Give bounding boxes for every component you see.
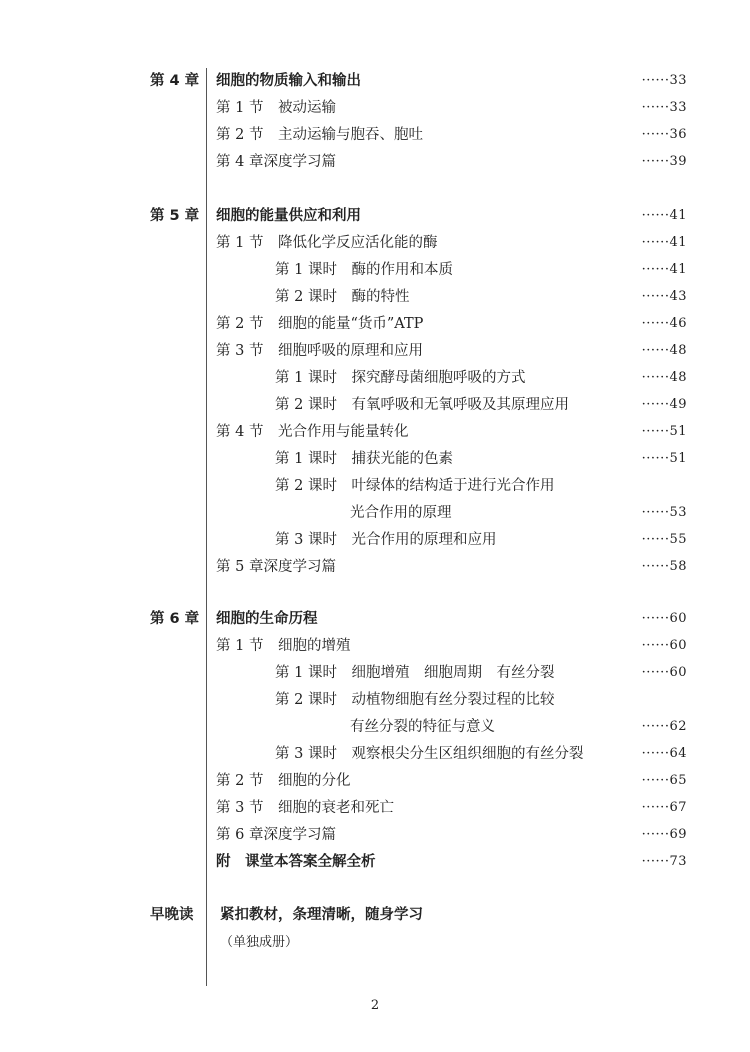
item-title: 第 3 节 细胞的衰老和死亡 bbox=[216, 800, 394, 816]
toc-chapter-5[interactable] bbox=[0, 203, 750, 229]
toc-item[interactable] bbox=[0, 392, 750, 418]
page-footer-number: 2 bbox=[370, 998, 380, 1013]
toc-item[interactable] bbox=[0, 768, 750, 794]
toc-item[interactable] bbox=[0, 795, 750, 821]
item-title: 第 5 章深度学习篇 bbox=[216, 559, 336, 575]
item-title: 第 2 课时 有氧呼吸和无氧呼吸及其原理应用 bbox=[275, 397, 569, 413]
toc-item[interactable] bbox=[0, 660, 750, 686]
page-number: ······46 bbox=[641, 316, 687, 331]
toc-item[interactable] bbox=[0, 419, 750, 445]
page-number: ······64 bbox=[641, 746, 687, 761]
page-number: ······62 bbox=[641, 719, 687, 734]
toc-item[interactable] bbox=[0, 257, 750, 283]
item-title: 第 3 节 细胞呼吸的原理和应用 bbox=[216, 343, 423, 359]
item-title: 第 3 课时 光合作用的原理和应用 bbox=[275, 532, 497, 548]
chapter-label: 第 5 章 bbox=[150, 208, 200, 224]
toc-extra[interactable] bbox=[0, 902, 750, 928]
item-title: 第 1 课时 捕获光能的色素 bbox=[275, 451, 453, 467]
page-number: ······60 bbox=[641, 665, 687, 680]
page-number: ······41 bbox=[641, 262, 687, 277]
toc-item[interactable] bbox=[0, 284, 750, 310]
item-title: 第 2 节 细胞的能量“货币”ATP bbox=[216, 316, 424, 332]
item-title: 第 2 节 细胞的分化 bbox=[216, 773, 351, 789]
item-title: 附 课堂本答案全解全析 bbox=[216, 854, 376, 870]
page-number: ······36 bbox=[641, 127, 687, 142]
toc-item[interactable] bbox=[0, 122, 750, 148]
toc-item[interactable] bbox=[0, 741, 750, 767]
item-title: 第 2 课时 动植物细胞有丝分裂过程的比较 bbox=[275, 692, 555, 708]
toc-item[interactable] bbox=[0, 633, 750, 659]
item-title: 第 1 课时 酶的作用和本质 bbox=[275, 262, 453, 278]
page-number: ······51 bbox=[641, 451, 687, 466]
toc-item[interactable] bbox=[0, 554, 750, 580]
chapter-title: 细胞的物质输入和输出 bbox=[216, 73, 361, 89]
item-title: 第 1 节 细胞的增殖 bbox=[216, 638, 351, 654]
chapter-title: 细胞的能量供应和利用 bbox=[216, 208, 361, 224]
page-number: ······48 bbox=[641, 343, 687, 358]
page-number: ······43 bbox=[641, 289, 687, 304]
toc-chapter-6[interactable] bbox=[0, 606, 750, 632]
item-title: 第 6 章深度学习篇 bbox=[216, 827, 336, 843]
page-number: ······41 bbox=[641, 208, 687, 223]
page-number: ······33 bbox=[641, 73, 687, 88]
toc-item[interactable] bbox=[0, 338, 750, 364]
extra-note: （单独成册） bbox=[220, 935, 299, 950]
extra-label: 早晚读 bbox=[150, 907, 194, 923]
page-number: ······73 bbox=[641, 854, 687, 869]
item-title: 第 3 课时 观察根尖分生区组织细胞的有丝分裂 bbox=[275, 746, 584, 762]
item-title: 第 1 课时 细胞增殖 细胞周期 有丝分裂 bbox=[275, 665, 555, 681]
item-title: 第 2 课时 酶的特性 bbox=[275, 289, 410, 305]
page-number: ······33 bbox=[641, 100, 687, 115]
chapter-label: 第 6 章 bbox=[150, 611, 200, 627]
item-title: 第 2 节 主动运输与胞吞、胞吐 bbox=[216, 127, 423, 143]
page-number: ······65 bbox=[641, 773, 687, 788]
toc-chapter-4[interactable] bbox=[0, 68, 750, 94]
item-title: 第 4 节 光合作用与能量转化 bbox=[216, 424, 409, 440]
page-number: ······41 bbox=[641, 235, 687, 250]
item-title: 有丝分裂的特征与意义 bbox=[350, 719, 495, 735]
toc-item[interactable] bbox=[0, 149, 750, 175]
chapter-title: 细胞的生命历程 bbox=[216, 611, 318, 627]
page-number: ······53 bbox=[641, 505, 687, 520]
page-number: ······49 bbox=[641, 397, 687, 412]
toc-item[interactable] bbox=[0, 446, 750, 472]
item-title: 第 1 节 被动运输 bbox=[216, 100, 336, 116]
page-number: ······69 bbox=[641, 827, 687, 842]
item-title: 第 4 章深度学习篇 bbox=[216, 154, 336, 170]
page-number: ······48 bbox=[641, 370, 687, 385]
toc-item[interactable] bbox=[0, 311, 750, 337]
page-number: ······51 bbox=[641, 424, 687, 439]
page-number: ······58 bbox=[641, 559, 687, 574]
toc-item[interactable] bbox=[0, 95, 750, 121]
toc-extra-note-row bbox=[0, 930, 750, 956]
extra-title: 紧扣教材，条理清晰，随身学习 bbox=[220, 907, 423, 923]
page-number: ······67 bbox=[641, 800, 687, 815]
chapter-label: 第 4 章 bbox=[150, 73, 200, 89]
toc-item[interactable] bbox=[0, 365, 750, 391]
page-number: ······39 bbox=[641, 154, 687, 169]
toc-item[interactable] bbox=[0, 527, 750, 553]
item-title: 第 1 课时 探究酵母菌细胞呼吸的方式 bbox=[275, 370, 526, 386]
toc-item-continuation[interactable] bbox=[0, 500, 750, 526]
toc-item[interactable] bbox=[0, 687, 750, 713]
page-number: ······60 bbox=[641, 611, 687, 626]
toc-item-continuation[interactable] bbox=[0, 714, 750, 740]
item-title: 光合作用的原理 bbox=[350, 505, 452, 521]
toc-item[interactable] bbox=[0, 822, 750, 848]
toc-appendix[interactable] bbox=[0, 849, 750, 875]
page-number: ······55 bbox=[641, 532, 687, 547]
item-title: 第 1 节 降低化学反应活化能的酶 bbox=[216, 235, 438, 251]
page-number: ······60 bbox=[641, 638, 687, 653]
toc-item[interactable] bbox=[0, 473, 750, 499]
toc-item[interactable] bbox=[0, 230, 750, 256]
item-title: 第 2 课时 叶绿体的结构适于进行光合作用 bbox=[275, 478, 555, 494]
